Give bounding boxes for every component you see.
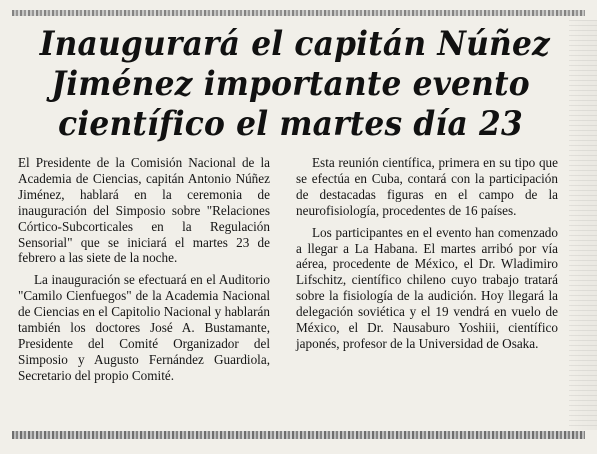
headline-line-2: Jiménez importante evento: [51, 64, 530, 104]
bottom-rule: [12, 431, 585, 439]
article-right-column: [296, 155, 558, 352]
article-headline: [39, 24, 550, 144]
article-paragraph-1: El Presidente de la Comisión Nacional de la Academia de Ciencias, capitán Antonio Núñez Jiménez, hablará en la ceremonia de inauguración del Simposio sobre "Relaciones Córtico-Subcorticales en la Regulación Sensorial" que se iniciará el martes 23 de febrero a las siete de la noche.: [18, 155, 270, 266]
article-paragraph-3: Esta reunión científica, primera en su tipo que se efectúa en Cuba, contará con la participación de destacadas figuras en el campo de la neurofisiología, procedentes de 16 países.: [296, 155, 558, 218]
headline-line-3: científico el martes día 23: [58, 104, 523, 144]
top-rule: [12, 10, 585, 16]
torn-right-edge: [569, 20, 597, 430]
headline-line-1: Inaugurará el capitán Núñez: [39, 24, 550, 64]
article-paragraph-2: La inauguración se efectuará en el Auditorio "Camilo Cienfuegos" de la Academia Nacional de Ciencias en el Capitolio Nacional y hablarán también los doctores José A. Bustamante, Presidente del Comité Organizador del Simposio y Augusto Fernández Guardiola, Secretario del propio Comité.: [18, 272, 270, 383]
article-left-column: [18, 155, 270, 384]
article-paragraph-4: Los participantes en el evento han comenzado a llegar a La Habana. El martes arribó por vía aérea, procedente de México, el Dr. Wladimiro Lifschitz, científico chileno cuyo trabajo tratará sobre la fisiología de la audición. Hoy llegará la delegación soviética y el 19 vendrá en vuelo de México, el Dr. Nausaburo Yoshiii, científico japonés, profesor de la Universidad de Osaka.: [296, 224, 558, 351]
